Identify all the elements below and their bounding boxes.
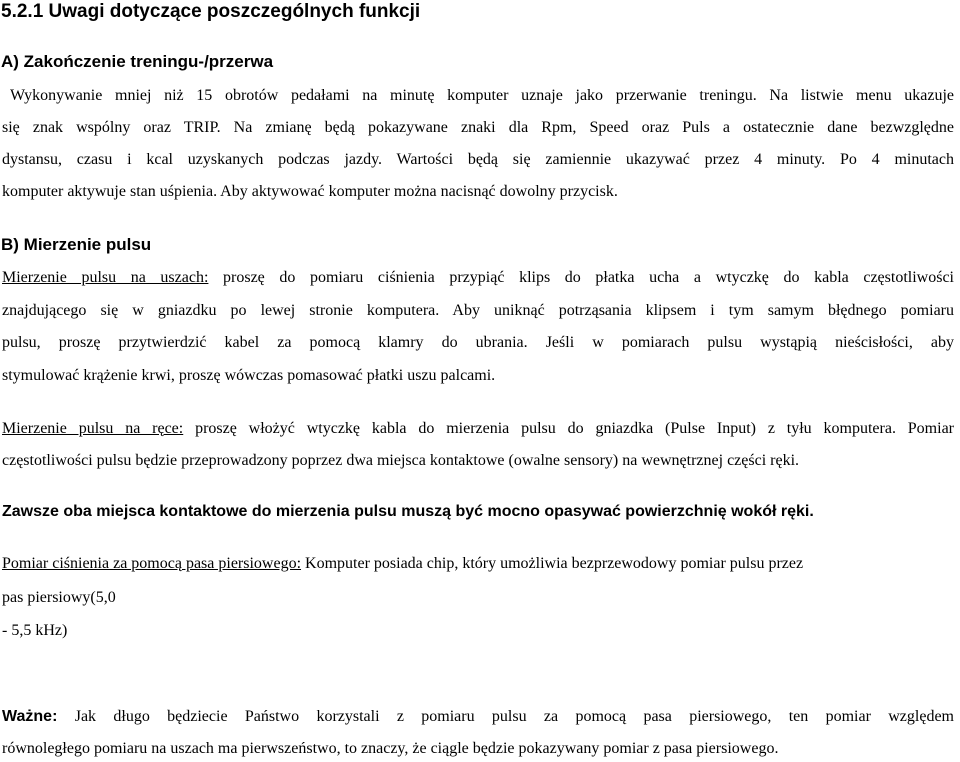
ear-label: Mierzenie pulsu na uszach: <box>2 269 209 286</box>
chest-line-1 <box>2 554 803 574</box>
section-b-heading: B) Mierzenie pulsu <box>1 235 152 254</box>
ear-line-3: pulsu, proszę przytwierdzić kabel za pomocą klamry do ubrania. Jeśli w pomiarach pulsu wystąpią nieścisłości, aby <box>2 334 954 351</box>
important-line-1 <box>2 707 954 727</box>
warning-text: Zawsze oba miejsca kontaktowe do mierzenia pulsu muszą być mocno opasywać powierzchnię wokół ręki. <box>2 503 814 520</box>
chest-line-3: - 5,5 kHz) <box>2 622 68 639</box>
section-a-line-2: się znak wspólny oraz TRIP. Na zmianę będą pokazywane znaki dla Rpm, Speed oraz Puls a ostatecznie dane bezwzględne <box>2 119 954 136</box>
ear-line-2: znajdującego się w gniazdku po lewej stronie komputera. Aby uniknąć potrząsania klipsem i tym samym błędnego pomiaru <box>2 302 954 319</box>
hand-line-1 <box>2 419 954 439</box>
important-label: Ważne: <box>2 708 58 725</box>
important-line-1-text: Jak długo będziecie Państwo korzystali z pomiaru pulsu za pomocą pasa piersiowego, ten pomiar względem <box>57 708 954 725</box>
hand-line-1-text: proszę włożyć wtyczkę kabla do mierzenia pulsu do gniazdka (Pulse Input) z tyłu komputera. Pomiar <box>183 420 954 437</box>
ear-line-4: stymulować krążenie krwi, proszę wówczas pomasować płatki uszu palcami. <box>2 367 496 384</box>
section-a-line-1: Wykonywanie mniej niż 15 obrotów pedałami na minutę komputer uznaje jako przerwanie treningu. Na listwie menu ukazuje <box>10 87 954 104</box>
section-a-line-4: komputer aktywuje stan uśpienia. Aby aktywować komputer można nacisnąć dowolny przycisk. <box>2 183 618 200</box>
section-a-heading: A) Zakończenie treningu-/przerwa <box>1 52 274 71</box>
section-a-line-3: dystansu, czasu i kcal uzyskanych podczas jazdy. Wartości będą się zamiennie ukazywać przez 4 minuty. Po 4 minutach <box>2 151 954 168</box>
ear-line-1 <box>2 268 954 288</box>
hand-line-2: częstotliwości pulsu będzie przeprowadzony poprzez dwa miejsca kontaktowe (owalne sensory) na wewnętrznej części ręki. <box>2 452 800 469</box>
hand-label: Mierzenie pulsu na ręce: <box>2 420 184 437</box>
chest-line-1-text: Komputer posiada chip, który umożliwia bezprzewodowy pomiar pulsu przez <box>301 555 804 572</box>
important-line-2: równoległego pomiaru na uszach ma pierwszeństwo, to znaczy, że ciągle będzie pokazywany pomiar z pasa piersiowego. <box>2 740 779 757</box>
section-title: 5.2.1 Uwagi dotyczące poszczególnych funkcji <box>1 1 421 22</box>
chest-line-2: pas piersiowy(5,0 <box>2 589 116 606</box>
chest-label: Pomiar ciśnienia za pomocą pasa piersiowego: <box>2 555 302 572</box>
ear-line-1-text: proszę do pomiaru ciśnienia przypiąć klips do płatka ucha a wtyczkę do kabla częstotliwości <box>208 269 954 286</box>
